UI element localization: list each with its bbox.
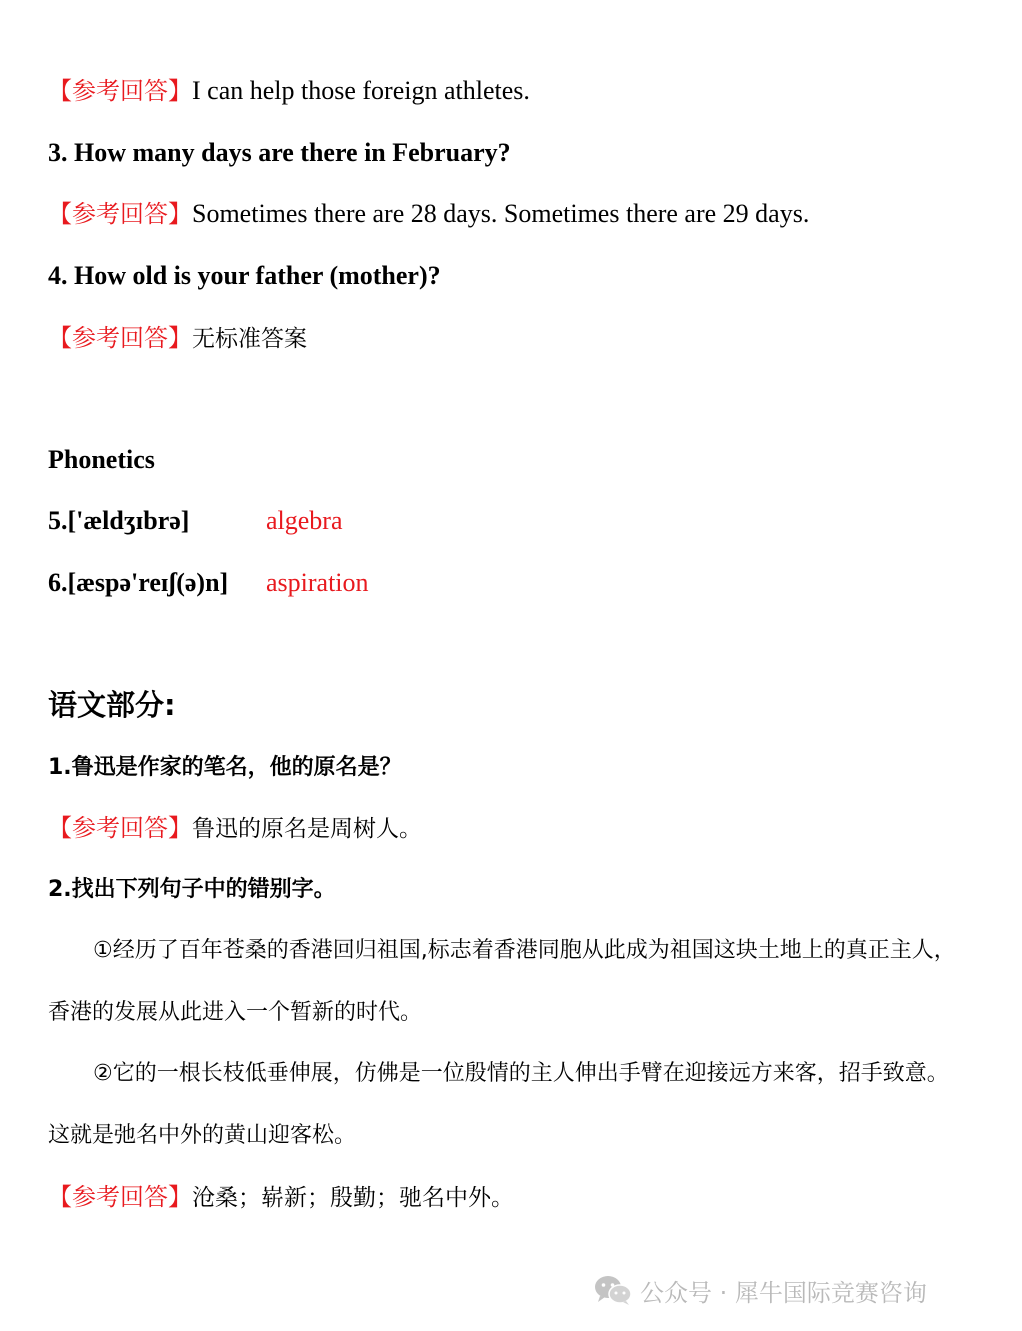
answer-line-q4 [48,321,307,356]
question-3: 3. How many days are there in February? [48,138,511,167]
sentence-1-line-2: 香港的发展从此进入一个暂新的时代。 [48,1000,423,1025]
answer-line-q2 [48,74,530,108]
phonetic-row [48,566,369,600]
answer-line-q3 [48,197,809,231]
answer-text: 沧桑；崭新；殷勤；驰名中外。 [192,1185,514,1211]
chinese-question-1: 1.鲁迅是作家的笔名，他的原名是？ [48,755,402,780]
reference-answer-tag: 【参考回答】 [48,1183,192,1211]
chinese-answer-line-1 [48,811,422,846]
watermark-text: 公众号 · 犀牛国际竞赛咨询 [640,1278,927,1307]
watermark [594,1272,927,1308]
chinese-answer-line-2 [48,1180,514,1215]
phonetic-transcription: 5.['ældʒɪbrə] [48,506,190,535]
phonetic-word: algebra [266,506,343,535]
wechat-icon [594,1274,632,1306]
phonetics-heading: Phonetics [48,445,155,474]
reference-answer-tag: 【参考回答】 [48,200,192,228]
chinese-section-title: 语文部分: [48,688,176,722]
phonetic-row [48,504,343,538]
sentence-1-line-1: ①经历了百年苍桑的香港回归祖国,标志着香港同胞从此成为祖国这块土地上的真正主人， [93,938,956,963]
sentence-2-line-2: 这就是弛名中外的黄山迎客松。 [48,1123,357,1148]
answer-text: I can help those foreign athletes. [192,76,530,105]
chinese-question-2: 2.找出下列句子中的错别字。 [48,877,336,902]
answer-text: 鲁迅的原名是周树人。 [192,816,422,842]
question-4: 4. How old is your father (mother)? [48,261,441,290]
answer-text: 无标准答案 [192,326,307,352]
reference-answer-tag: 【参考回答】 [48,814,192,842]
phonetic-transcription: 6.[æspə'reɪʃ(ə)n] [48,568,229,597]
answer-text: Sometimes there are 28 days. Sometimes there are 29 days. [192,199,810,228]
sentence-2-line-1: ②它的一根长枝低垂伸展，仿佛是一位殷情的主人伸出手臂在迎接远方来客，招手致意。 [93,1061,949,1086]
phonetic-word: aspiration [266,568,369,597]
reference-answer-tag: 【参考回答】 [48,324,192,352]
reference-answer-tag: 【参考回答】 [48,77,192,105]
